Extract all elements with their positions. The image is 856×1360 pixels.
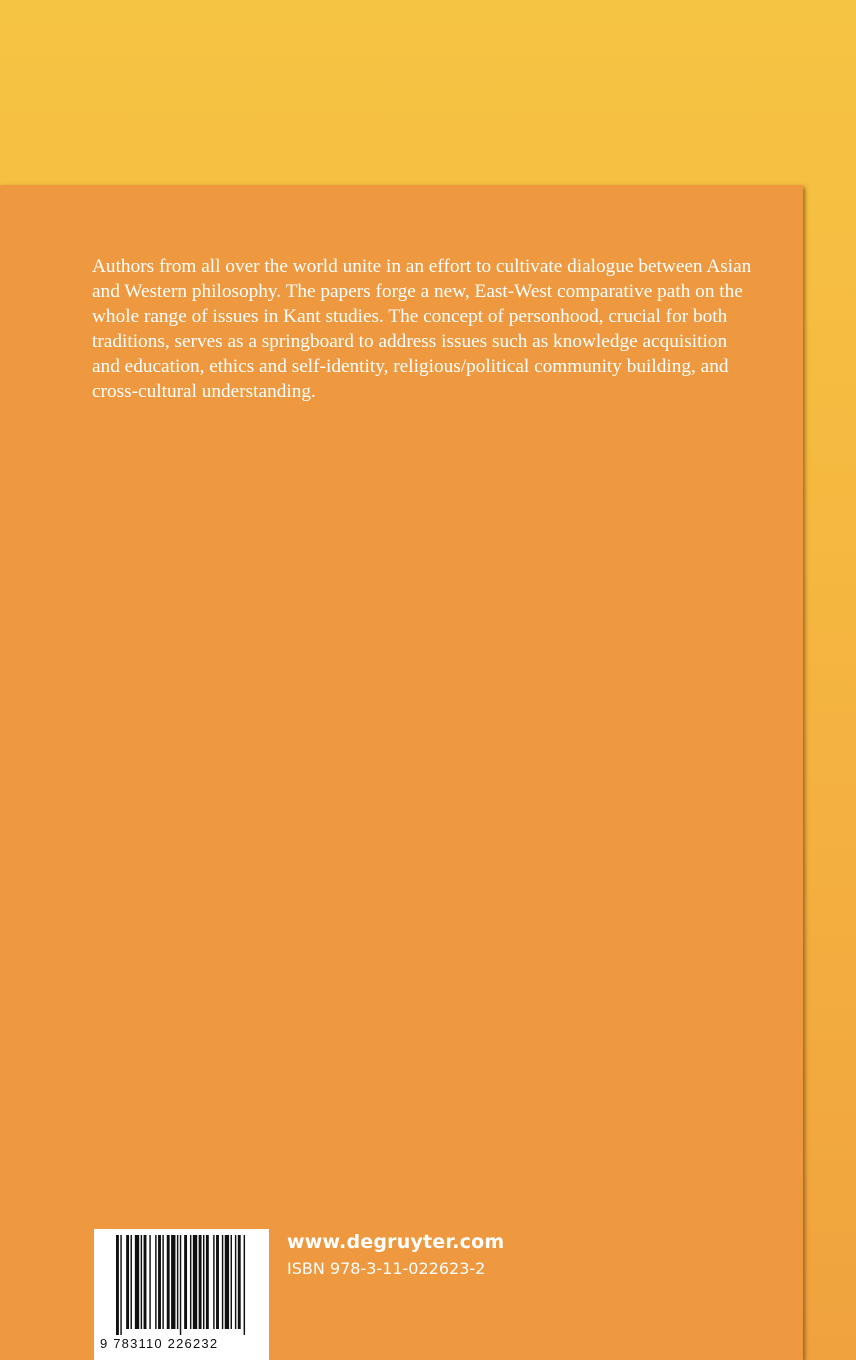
barcode-bar-11 bbox=[167, 1235, 170, 1329]
barcode-bar-12 bbox=[171, 1235, 175, 1329]
barcode-digits: 9 783110 226232 bbox=[100, 1336, 219, 1351]
barcode-bar-13 bbox=[177, 1235, 178, 1329]
barcode-bar-16 bbox=[190, 1235, 191, 1329]
barcode-bar-23 bbox=[222, 1235, 223, 1329]
barcode-bar-28 bbox=[244, 1235, 245, 1335]
barcode-bar-27 bbox=[238, 1235, 241, 1329]
barcode-bar-15 bbox=[184, 1235, 187, 1329]
barcode-bar-3 bbox=[131, 1235, 132, 1329]
barcode-bar-14 bbox=[180, 1235, 181, 1335]
barcode-bar-5 bbox=[141, 1235, 142, 1329]
barcode-bar-0 bbox=[116, 1235, 119, 1335]
barcode-bar-7 bbox=[149, 1235, 150, 1329]
book-description: Authors from all over the world unite in an effort to cultivate dialogue between Asian and Western philosophy. The papers forge a new, East-West comparative path on the whole range of issues in Kant studies. The concept of personhood, crucial for both traditions, serves as a springboard to address issues such as knowledge acquisition and education, ethics and self-identity, religious/political community building, and cross-cultural understanding. bbox=[92, 256, 752, 402]
isbn-number: ISBN 978-3-11-022623-2 bbox=[287, 1259, 486, 1278]
barcode-bar-1 bbox=[120, 1235, 121, 1335]
barcode-bar-25 bbox=[231, 1235, 232, 1329]
barcode-bar-19 bbox=[203, 1235, 204, 1329]
barcode-bar-17 bbox=[193, 1235, 197, 1329]
barcode-bar-9 bbox=[158, 1235, 161, 1329]
barcode-bar-8 bbox=[155, 1235, 156, 1329]
barcode-bar-4 bbox=[135, 1235, 139, 1329]
barcode-bar-24 bbox=[225, 1235, 229, 1329]
barcode-bar-6 bbox=[144, 1235, 147, 1329]
barcode-bar-20 bbox=[206, 1235, 209, 1329]
barcode-bar-2 bbox=[126, 1235, 129, 1329]
barcode-bar-26 bbox=[235, 1235, 236, 1329]
publisher-website-link[interactable]: www.degruyter.com bbox=[287, 1231, 505, 1253]
barcode-bar-10 bbox=[162, 1235, 163, 1329]
isbn-barcode bbox=[94, 1229, 269, 1360]
barcode-bar-21 bbox=[213, 1235, 214, 1329]
barcode-bar-18 bbox=[199, 1235, 202, 1329]
barcode-bars bbox=[94, 1229, 269, 1337]
barcode-bar-22 bbox=[216, 1235, 219, 1329]
